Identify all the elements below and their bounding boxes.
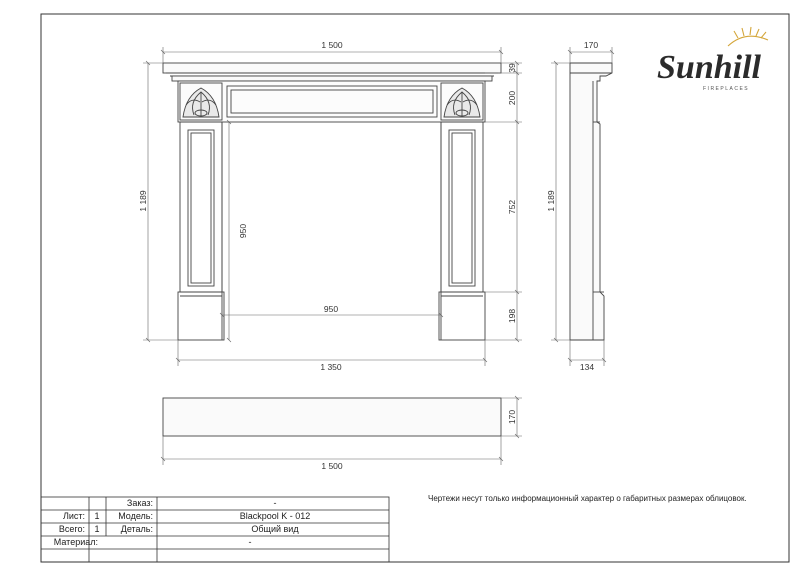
dim-total-width: 1 500 (321, 40, 343, 50)
title-block (41, 497, 389, 562)
title-block-text (54, 498, 311, 547)
dim-total-height: 1 189 (138, 190, 148, 212)
order-value: - (273, 498, 277, 508)
dim-frieze: 200 (507, 90, 517, 106)
side-view (570, 63, 612, 340)
frieze (178, 81, 485, 122)
material-label: Материал: (53, 537, 98, 547)
disclaimer-note: Чертежи несут только информационный характер о габаритных размерах облицовок. (428, 494, 747, 503)
sheet-value: 1 (94, 511, 100, 521)
right-leg (439, 122, 485, 340)
dim-side-height: 1 189 (546, 190, 556, 212)
dim-plinth-board-width: 1 500 (321, 461, 343, 471)
order-label: Заказ: (126, 498, 153, 508)
dim-cornice: 39 (507, 63, 517, 73)
dim-opening-height: 950 (238, 223, 248, 239)
left-leg (178, 122, 224, 340)
detail-label: Деталь: (120, 524, 153, 534)
model-value: Blackpool K - 012 (239, 511, 311, 521)
logo-tagline: FIREPLACES (703, 86, 750, 92)
detail-value: Общий вид (251, 524, 299, 534)
dim-plinth-board-height: 170 (507, 409, 517, 425)
dim-plinth: 198 (507, 308, 517, 324)
sunhill-logo (657, 27, 768, 92)
front-view (163, 63, 501, 340)
dim-leg-panel: 752 (507, 199, 517, 215)
dim-opening-width: 950 (323, 304, 339, 314)
dim-side-bottom-depth: 134 (579, 362, 595, 372)
dim-base-width: 1 350 (320, 362, 342, 372)
dim-side-top-depth: 170 (583, 40, 599, 50)
sun-rays-icon (728, 27, 768, 46)
logo-brand: Sunhill (657, 49, 761, 86)
total-value: 1 (94, 524, 100, 534)
plinth-board (163, 398, 501, 436)
mantel-shelf (163, 63, 501, 73)
model-label: Модель: (118, 511, 153, 521)
sheet-label: Лист: (62, 511, 85, 521)
total-label: Всего: (58, 524, 85, 534)
material-value: - (248, 537, 252, 547)
